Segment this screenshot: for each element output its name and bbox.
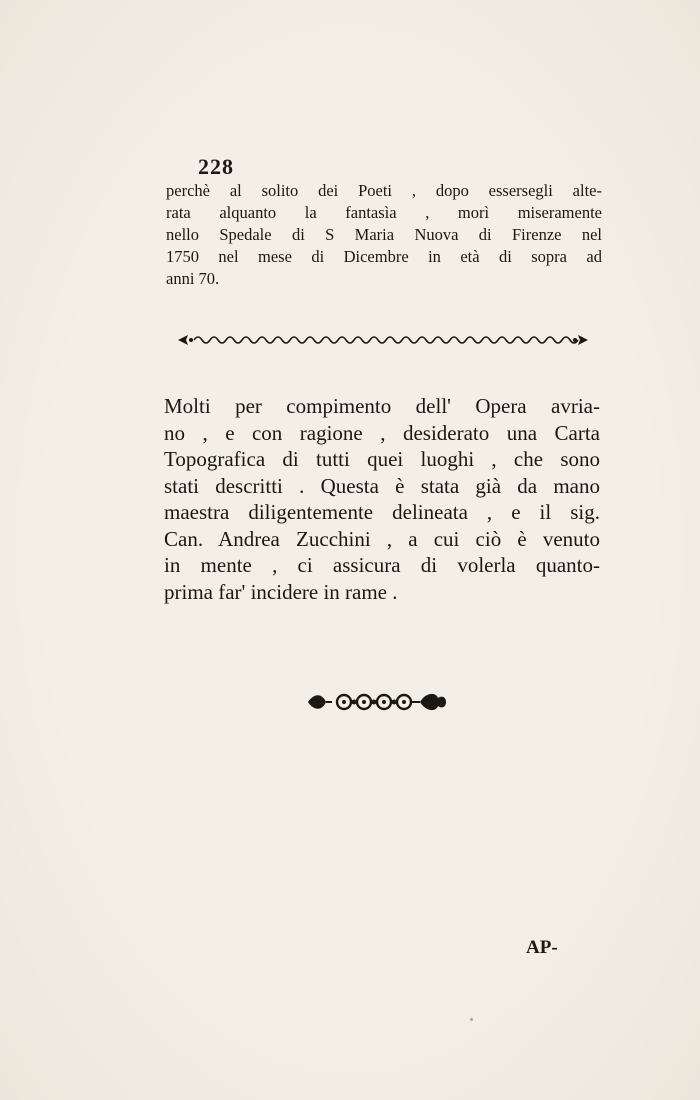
top-line-5: anni 70. <box>166 269 220 288</box>
main-line-7: in mente , ci assicura di volerla quanto- <box>164 553 600 577</box>
catchword: AP- <box>526 937 558 958</box>
top-line-3: nello Spedale di S Maria Nuova di Firenze nel <box>166 225 602 244</box>
top-line-2: rata alquanto la fantasìa , morì miseramente <box>166 203 602 222</box>
main-line-6: Can. Andrea Zucchini , a cui ciò è venuto <box>164 526 600 551</box>
page-number: 228 <box>198 154 234 179</box>
main-paragraph <box>164 393 600 605</box>
ornamental-rule <box>176 331 590 349</box>
fleuron-ornament <box>306 689 448 715</box>
main-line-3: Topografica di tutti quei luoghi , che sono <box>164 447 600 471</box>
top-line-1: perchè al solito dei Poeti , dopo essersegli alte- <box>166 181 602 200</box>
main-line-8: prima far' incidere in rame . <box>164 579 398 604</box>
main-line-2: no , e con ragione , desiderato una Carta <box>164 420 600 445</box>
top-line-4: 1750 nel mese di Dicembre in età di sopra ad <box>166 247 602 266</box>
paper-speck <box>470 1018 473 1021</box>
main-line-4: stati descritti . Questa è stata già da mano <box>164 473 600 498</box>
top-paragraph <box>166 180 602 290</box>
main-line-1: Molti per compimento dell' Opera avria- <box>164 394 600 418</box>
main-line-5: maestra diligentemente delineata , e il sig. <box>164 500 600 524</box>
